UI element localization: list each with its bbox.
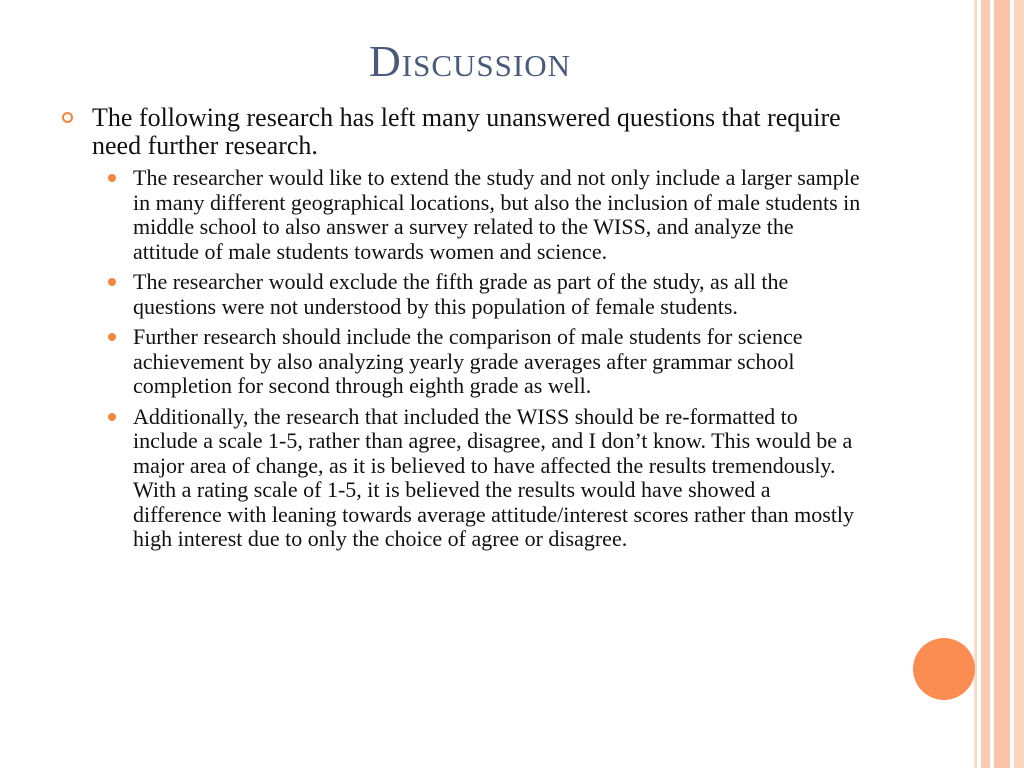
- dot-bullet-icon: [108, 333, 116, 341]
- sub-bullet-point: [108, 166, 862, 264]
- main-bullet-text: The following research has left many unanswered questions that require need further research.: [92, 103, 841, 160]
- sub-bullet-point: [108, 405, 862, 552]
- sub-bullet-text: The researcher would exclude the fifth grade as part of the study, as all the questions were not understood by this population of female students.: [133, 269, 789, 319]
- border-stripe: [981, 0, 990, 768]
- sub-bullet-text: Further research should include the comparison of male students for science achievement by also analyzing yearly grade averages after grammar school completion for second through eighth grade as well.: [133, 324, 803, 398]
- dot-bullet-icon: [108, 278, 116, 286]
- sub-bullet-point: [108, 325, 862, 399]
- sub-bullet-text: The researcher would like to extend the study and not only include a larger sample in many different geographical locations, but also the inclusion of male students in middle school to also answer a survey related to the WISS, and analyze the attitude of male students towards women and science.: [133, 165, 861, 264]
- dot-bullet-icon: [108, 413, 116, 421]
- border-stripe: [994, 0, 1010, 768]
- sub-bullet-list: [62, 166, 862, 552]
- border-stripe: [1014, 0, 1024, 768]
- ring-bullet-icon: [62, 112, 73, 123]
- slide-title: Discussion: [369, 37, 571, 86]
- decorative-border-stripes: [974, 0, 1024, 768]
- main-bullet-point: [62, 104, 862, 160]
- sub-bullet-point: [108, 270, 862, 319]
- sub-bullet-text: Additionally, the research that included the WISS should be re-formatted to include a scale 1-5, rather than agree, disagree, and I don’t know. This would be a major area of change, as it is believed to have affected the results tremendously. With a rating scale of 1-5, it is believed the results would have showed a difference with leaning towards average attitude/interest scores rather than mostly high interest due to only the choice of agree or disagree.: [133, 403, 855, 551]
- dot-bullet-icon: [108, 174, 116, 182]
- decorative-circle: [913, 638, 975, 700]
- slide-body: [62, 104, 862, 558]
